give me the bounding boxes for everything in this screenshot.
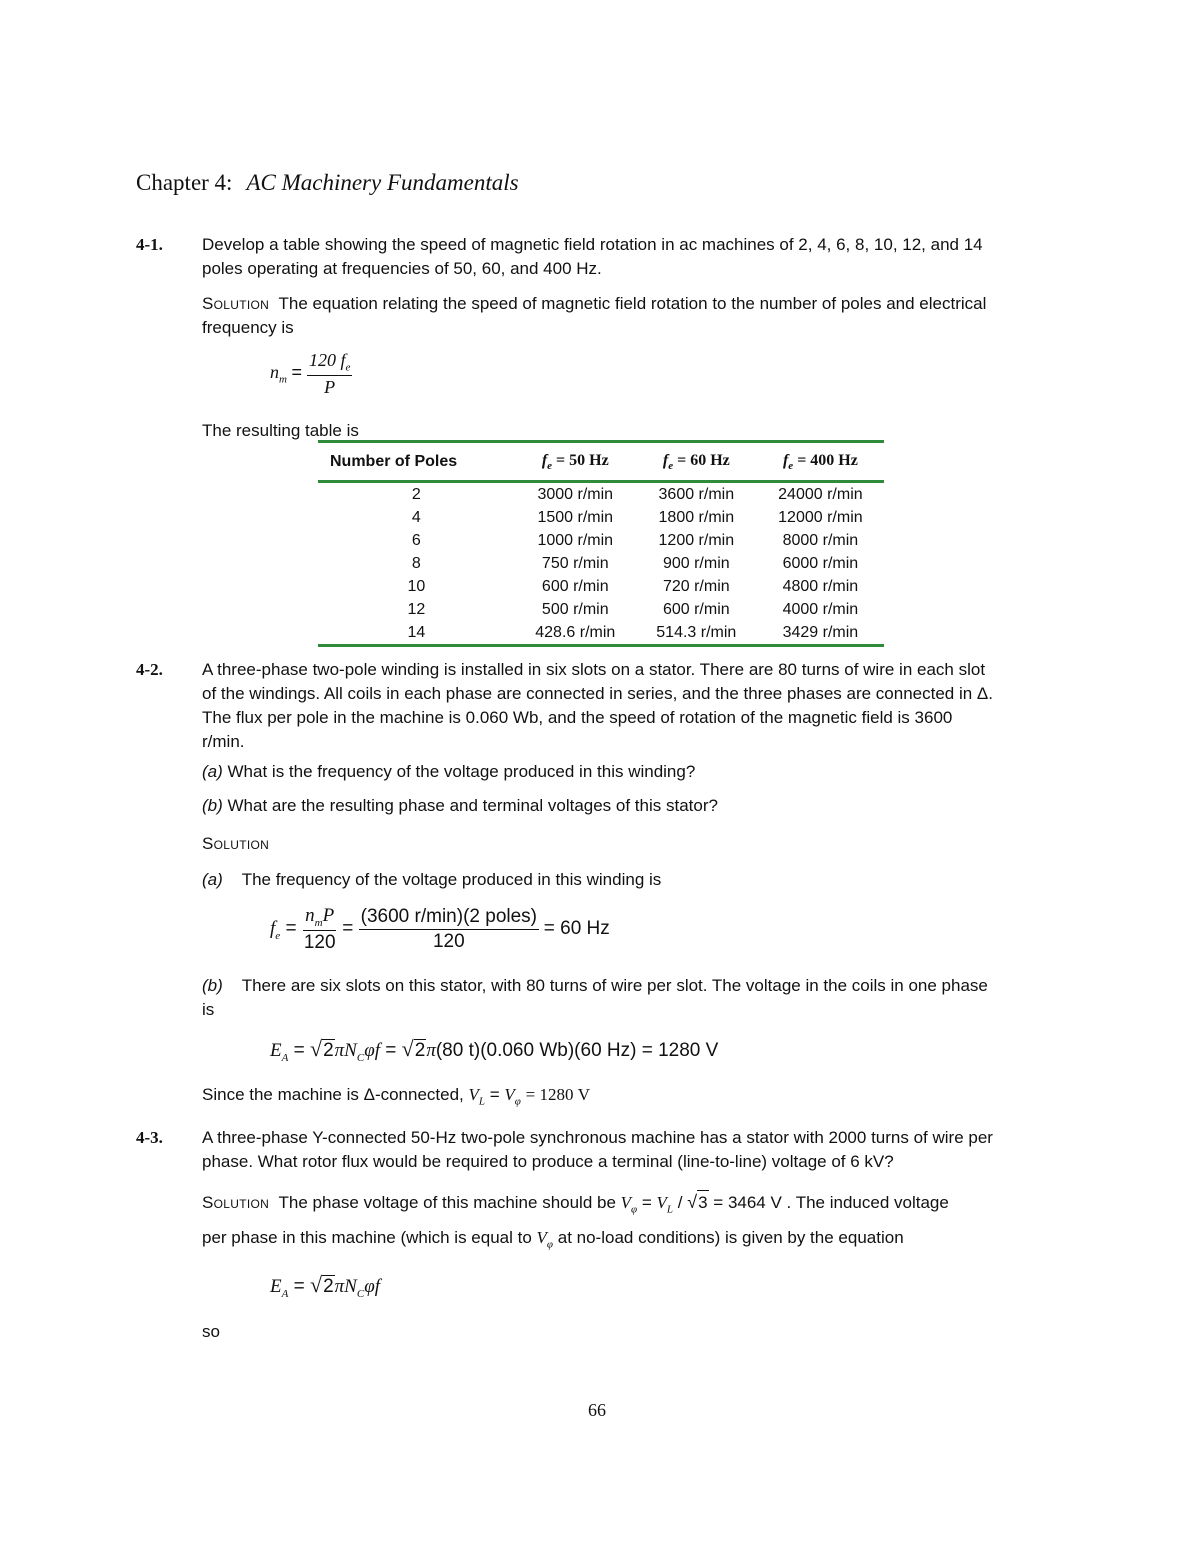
problem-statement [202,658,1072,754]
solution-b-text: There are six slots on this stator, with 80 turns of wire per slot. The voltage in the coils in one phase [241,976,988,995]
question-b-label: (b) [202,796,223,815]
problem-text-line: The flux per pole in the machine is 0.060 Wb, and the speed of rotation of the magnetic field is 3600 [202,708,953,727]
conclusion-4-2: Since the machine is Δ-connected, $V_L = V_\varphi = 1280$ V [202,1085,590,1108]
problem-number: 4-3. [136,1128,163,1147]
solution-4-3-line1: Solution The phase voltage of this machine should be $V_\varphi = V_L / √3 = 3464$ V . The induced voltage [202,1192,949,1216]
cell: 1000 r/min [537,532,614,549]
solution-intro [202,292,1072,340]
question-b [202,794,718,818]
cell: 750 r/min [541,555,609,572]
equation-speed: $n_m$ = $\frac{120 f_e}{P}$ [270,350,351,397]
solution-text: per phase in this machine (which is equal to [202,1228,532,1247]
cell: 3000 r/min [537,486,614,503]
table-row [318,598,884,621]
table-row [318,575,884,598]
conclusion-text: Since the machine is Δ-connected, [202,1085,464,1104]
problem-text-line: Develop a table showing the speed of magnetic field rotation in ac machines of 2, 4, 6, 8, 10, 12, and 14 [202,235,983,254]
page-number: 66 [588,1400,606,1420]
solution-a-text: The frequency of the voltage produced in this winding is [241,870,662,889]
problem-statement [202,233,1072,281]
cell: 4800 r/min [782,578,859,595]
solution-b-text: is [202,1000,215,1019]
solution-value: = 3464 V . [713,1193,792,1212]
so-text: so [202,1322,220,1341]
cell: 8 [411,555,421,572]
cell: 900 r/min [662,555,730,572]
problem-number: 4-2. [136,660,163,679]
cell: 500 r/min [541,601,609,618]
equation-voltage: $E_A = √2\pi N_C\varphi f = √2\pi(80$ t)(0.060 Wb)(60 Hz) = 1280 V [270,1036,719,1064]
cell: 12000 r/min [778,509,863,526]
problem-text-line: of the windings. All coils in each phase are connected in series, and the three phases are connected in Δ. [202,684,994,703]
solution-b-label: (b) [202,976,223,995]
cell: 1500 r/min [537,509,614,526]
cell: 6000 r/min [782,555,859,572]
cell: 3429 r/min [782,624,859,641]
solution-text: The induced voltage [795,1193,949,1212]
solution-text: at no-load conditions) is given by the equation [557,1228,904,1247]
problem-text-line: r/min. [202,732,245,751]
solution-4-3-line2: per phase in this machine (which is equal to $V_\varphi$ at no-load conditions) is given by the equation [202,1228,904,1251]
solution-text-line: The equation relating the speed of magnetic field rotation to the number of poles and electrical [278,294,987,313]
equation-induced-voltage: $E_A = √2\pi N_C\varphi f$ [270,1272,380,1300]
problem-text-line: A three-phase Y-connected 50-Hz two-pole synchronous machine has a stator with 2000 turns of wire per [202,1128,993,1147]
table-intro: The resulting table is [202,421,359,440]
eq-fraction: $\frac{120 f_e}{P}$ [308,350,351,397]
problem-text-line: A three-phase two-pole winding is installed in six slots on a stator. There are 80 turns of wire in each slot [202,660,986,679]
table-header-row [318,442,884,482]
speed-table [318,440,884,647]
cell: 2 [411,486,421,503]
solution-a [202,868,661,892]
cell: 12 [407,601,426,618]
conclusion-value: = 1280 V [525,1085,590,1104]
cell: 14 [407,624,426,641]
solution-label: Solution [202,1193,270,1212]
problem-statement [202,1126,1072,1174]
table-row [318,529,884,552]
problem-text-line: phase. What rotor flux would be required to produce a terminal (line-to-line) voltage of 6 kV? [202,1152,894,1171]
cell: 4000 r/min [782,601,859,618]
chapter-heading [136,170,519,196]
solution-b [202,974,1072,1022]
cell: 428.6 r/min [535,624,616,641]
question-a-text: What is the frequency of the voltage produced in this winding? [227,762,696,781]
eq-lhs: $n_m$ [270,361,287,386]
header-50hz: $f_e = 50$ Hz [541,451,609,473]
cell: 10 [407,578,426,595]
table-row [318,506,884,529]
header-60hz: $f_e = 60$ Hz [662,451,730,473]
cell: 600 r/min [662,601,730,618]
cell: 600 r/min [541,578,609,595]
header-400hz: $f_e = 400$ Hz [782,451,858,473]
cell: 3600 r/min [658,486,735,503]
cell: 4 [411,509,421,526]
solution-label: Solution [202,834,270,853]
cell: 24000 r/min [778,486,863,503]
table-row [318,482,884,507]
question-a [202,760,695,784]
table-row [318,621,884,646]
equation-frequency: $f_e$ = $\frac{n_mP}{120}$ = $\frac{\text{(3600 r/min)(2 poles)}}{120}$ = 60 Hz [270,905,610,953]
solution-label: Solution [202,294,270,313]
problem-number: 4-1. [136,235,163,254]
chapter-label: Chapter 4: [136,170,233,195]
cell: 6 [411,532,421,549]
solution-text: The phase voltage of this machine should be [278,1193,616,1212]
cell: 720 r/min [662,578,730,595]
chapter-title: AC Machinery Fundamentals [246,170,519,195]
problem-text-line: poles operating at frequencies of 50, 60, and 400 Hz. [202,259,602,278]
question-a-label: (a) [202,762,223,781]
cell: 8000 r/min [782,532,859,549]
solution-a-label: (a) [202,870,223,889]
cell: 514.3 r/min [656,624,737,641]
solution-text-line: frequency is [202,318,294,337]
question-b-text: What are the resulting phase and terminal voltages of this stator? [227,796,718,815]
cell: 1200 r/min [658,532,735,549]
table-row [318,552,884,575]
cell: 1800 r/min [658,509,735,526]
header-poles: Number of Poles [330,453,458,470]
